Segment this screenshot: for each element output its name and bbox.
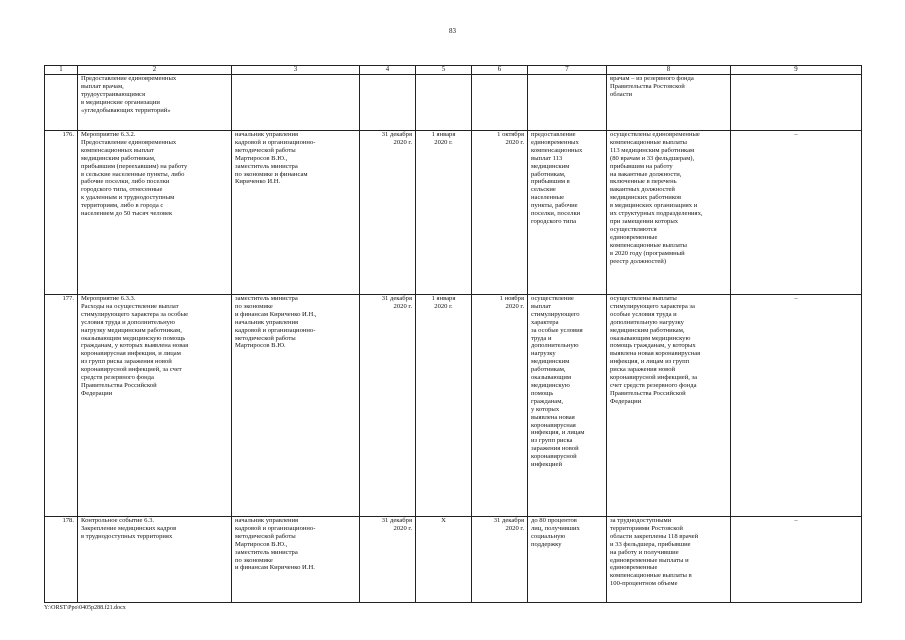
expected-result-cell (528, 75, 607, 131)
plan-date-cell: 31 декабря 2020 г. (360, 517, 416, 603)
table-row (45, 131, 862, 295)
expected-result-cell: до 80 процентов лиц, получивших социальную поддержку (528, 517, 607, 603)
start-date-cell: 1 января 2020 г. (416, 131, 472, 295)
plan-table (44, 65, 862, 603)
column-number: 6 (472, 66, 528, 75)
note-cell: – (731, 295, 862, 517)
column-number: 4 (360, 66, 416, 75)
column-number: 5 (416, 66, 472, 75)
start-date-cell: Х (416, 517, 472, 603)
responsible-cell (232, 75, 360, 131)
table-row (45, 75, 862, 131)
row-number (45, 75, 78, 131)
event-cell: Контрольное событие 6.3. Закрепление медицинских кадров в труднодоступных территориях (78, 517, 232, 603)
actual-result-cell: осуществлены единовременные компенсационные выплаты 113 медицинским работникам (80 врачам и 33 фельдшерам), прибывшим на работу на вакантные должности, включенные в перечень вакантных должностей медицинских работников в медицинских организациях и их структурных подразделениях, при замещении которых осуществляются единовременные компенсационные выплаты в 2020 году (программный реестр должностей) (607, 131, 731, 295)
start-date-cell (416, 75, 472, 131)
plan-date-cell: 31 декабря 2020 г. (360, 295, 416, 517)
column-number: 9 (731, 66, 862, 75)
expected-result-cell: осуществление выплат стимулирующего характера за особые условия труда и дополнительную нагрузку медицинским работникам, оказывающим медицинскую помощь гражданам, у которых выявлена новая коронавирусная инфекция, и лицам из групп риска заражения новой коронавирусной инфекцией (528, 295, 607, 517)
end-date-cell (472, 75, 528, 131)
table-row (45, 295, 862, 517)
end-date-cell: 1 октября 2020 г. (472, 131, 528, 295)
column-number: 2 (78, 66, 232, 75)
page-number: 83 (449, 27, 456, 35)
event-cell: Мероприятие 6.3.3. Расходы на осуществление выплат стимулирующего характера за особые условия труда и дополнительную нагрузку медицинским работникам, оказывающим медицинскую помощь гражданам, у которых выявлена новая коронавирусная инфекция, и лицам из групп риска заражения новой коронавирусной инфекцией, за счет средств резервного фонда Правительства Российской Федерации (78, 295, 232, 517)
end-date-cell: 1 ноября 2020 г. (472, 295, 528, 517)
actual-result-cell: осуществлены выплаты стимулирующего характера за особые условия труда и дополнительную нагрузку медицинским работникам, оказывающим медицинскую помощь гражданам, у которых выявлена новая коронавирусная инфекция, и лицам из групп риска заражения новой коронавирусной инфекцией, за счет средств резервного фонда Правительства Российской Федерации (607, 295, 731, 517)
event-cell: Мероприятие 6.3.2. Предоставление единовременных компенсационных выплат медицинским работникам, прибывшим (переехавшим) на работу в сельские населенные пункты, либо рабочие поселки, либо поселки городского типа, отнесенные к удаленным и труднодоступным территориям, либо в города с населением до 50 тысяч человек (78, 131, 232, 295)
end-date-cell: 31 декабря 2020 г. (472, 517, 528, 603)
note-cell: – (731, 131, 862, 295)
event-cell: Предоставление единовременных выплат врачам, трудоустраивающимся в медицинские организации «угледобывающих территорий» (78, 75, 232, 131)
note-cell: – (731, 517, 862, 603)
column-number: 8 (607, 66, 731, 75)
row-number: 177. (45, 295, 78, 517)
table-row (45, 517, 862, 603)
row-number: 176. (45, 131, 78, 295)
plan-date-cell (360, 75, 416, 131)
column-number: 1 (45, 66, 78, 75)
column-number: 3 (232, 66, 360, 75)
row-number: 178. (45, 517, 78, 603)
actual-result-cell: врачам – из резервного фонда Правительства Ростовской области (607, 75, 731, 131)
responsible-cell: начальник управления кадровой и организационно- методической работы Мартиросов В.Ю., заместитель министра по экономике и финансам Кириченко И.Н. (232, 517, 360, 603)
file-path-footer: Y:\ORST\Ppo\0405p288.f21.docx (44, 605, 126, 611)
responsible-cell: начальник управления кадровой и организационно- методической работы Мартиросов В.Ю., заместитель министра по экономике и финансам Кириченко И.Н. (232, 131, 360, 295)
column-number: 7 (528, 66, 607, 75)
actual-result-cell: за труднодоступными территориями Ростовской области закреплены 118 врачей и 33 фельдшера, прибывшие на работу и получившие единовременные выплаты и единовременные компенсационные выплаты в 100-процентном объеме (607, 517, 731, 603)
note-cell (731, 75, 862, 131)
expected-result-cell: предоставление единовременных компенсационных выплат 113 медицинским работникам, прибывшим в сельские населенные пункты, рабочие поселки, поселки городского типа (528, 131, 607, 295)
responsible-cell: заместитель министра по экономике и финансам Кириченко И.Н., начальник управления кадровой и организационно- методической работы Мартиросов В.Ю. (232, 295, 360, 517)
start-date-cell: 1 января 2020 г. (416, 295, 472, 517)
plan-date-cell: 31 декабря 2020 г. (360, 131, 416, 295)
column-number-row (45, 66, 862, 75)
